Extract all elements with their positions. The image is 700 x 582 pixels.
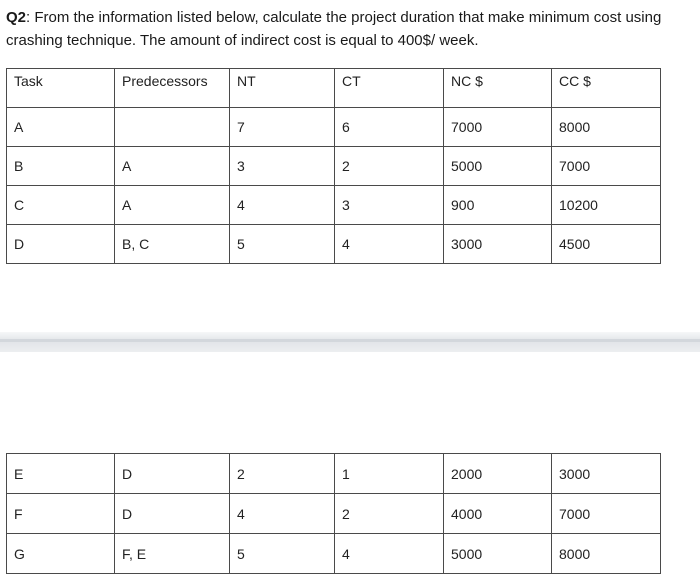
table-row xyxy=(7,454,661,494)
cell-task: F xyxy=(7,494,115,534)
activity-table xyxy=(6,68,661,264)
table-row xyxy=(7,186,661,225)
cell-ct: 2 xyxy=(335,147,444,186)
table-row xyxy=(7,494,661,534)
cell-cc: 3000 xyxy=(552,454,661,494)
cell-cc: 10200 xyxy=(552,186,661,225)
cell-nc: 5000 xyxy=(444,534,552,574)
header-task: Task xyxy=(7,69,115,108)
cell-task: E xyxy=(7,454,115,494)
header-nt: NT xyxy=(230,69,335,108)
cell-nt: 7 xyxy=(230,108,335,147)
cell-predecessors: A xyxy=(115,186,230,225)
cell-predecessors: F, E xyxy=(115,534,230,574)
cell-cc: 8000 xyxy=(552,108,661,147)
cell-ct: 3 xyxy=(335,186,444,225)
cell-ct: 6 xyxy=(335,108,444,147)
table-row xyxy=(7,225,661,264)
cell-nc: 5000 xyxy=(444,147,552,186)
cell-predecessors xyxy=(115,108,230,147)
cell-nt: 4 xyxy=(230,186,335,225)
table-row xyxy=(7,108,661,147)
question-label: Q2 xyxy=(6,9,27,26)
cell-nt: 5 xyxy=(230,225,335,264)
cell-ct: 4 xyxy=(335,534,444,574)
cell-nc: 3000 xyxy=(444,225,552,264)
cell-predecessors: D xyxy=(115,454,230,494)
cell-task: G xyxy=(7,534,115,574)
question-body: : From the information listed below, calculate the project duration that make minimum cost using crashing technique. The amount of indirect cost is equal to 400$/ week. xyxy=(6,9,662,49)
header-predecessors: Predecessors xyxy=(115,69,230,108)
cell-nc: 7000 xyxy=(444,108,552,147)
question-text xyxy=(6,6,686,52)
cell-task: D xyxy=(7,225,115,264)
cell-nc: 900 xyxy=(444,186,552,225)
cell-nt: 5 xyxy=(230,534,335,574)
table-row xyxy=(7,534,661,574)
header-cc: CC $ xyxy=(552,69,661,108)
cell-predecessors: B, C xyxy=(115,225,230,264)
cell-predecessors: A xyxy=(115,147,230,186)
cell-cc: 8000 xyxy=(552,534,661,574)
cell-task: B xyxy=(7,147,115,186)
cell-ct: 4 xyxy=(335,225,444,264)
cell-nt: 4 xyxy=(230,494,335,534)
cell-cc: 7000 xyxy=(552,147,661,186)
table-header-row xyxy=(7,69,661,108)
cell-nt: 3 xyxy=(230,147,335,186)
activity-table-continued xyxy=(6,453,661,574)
page-break-divider xyxy=(0,332,700,352)
cell-cc: 7000 xyxy=(552,494,661,534)
table-row xyxy=(7,147,661,186)
cell-nc: 2000 xyxy=(444,454,552,494)
cell-task: C xyxy=(7,186,115,225)
cell-ct: 1 xyxy=(335,454,444,494)
cell-nc: 4000 xyxy=(444,494,552,534)
cell-ct: 2 xyxy=(335,494,444,534)
cell-nt: 2 xyxy=(230,454,335,494)
header-ct: CT xyxy=(335,69,444,108)
cell-cc: 4500 xyxy=(552,225,661,264)
cell-task: A xyxy=(7,108,115,147)
cell-predecessors: D xyxy=(115,494,230,534)
header-nc: NC $ xyxy=(444,69,552,108)
